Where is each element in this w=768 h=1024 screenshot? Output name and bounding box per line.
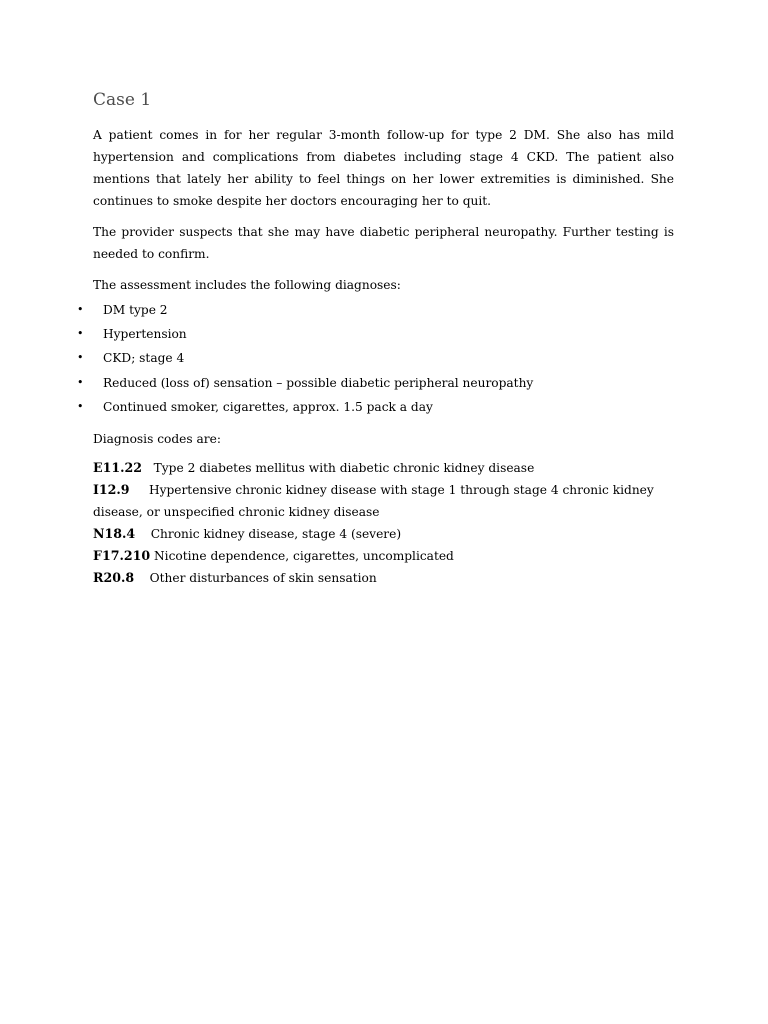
list-item (77, 298, 674, 322)
diagnosis-text: Hypertension (103, 327, 187, 342)
list-item (77, 322, 674, 346)
diagnosis-text: DM type 2 (103, 303, 168, 317)
code-row (93, 523, 674, 545)
bullet-icon: • (77, 399, 84, 413)
code-row (93, 479, 674, 523)
diagnosis-text: CKD; stage 4 (103, 351, 185, 366)
diagnoses-list (77, 298, 674, 419)
diagnosis-text: Reduced (loss of) sensation – possible diabetic peripheral neuropathy (103, 375, 534, 390)
code-row (93, 545, 674, 567)
code-row (93, 457, 674, 479)
diagnosis-text: Continued smoker, cigarettes, approx. 1.5 pack a day (103, 399, 433, 414)
case-description: A patient comes in for her regular 3-month follow-up for type 2 DM. She also has mild hypertension and complications from diabetes including stage 4 CKD. The patient also mentions that lately her ability to feel things on her lower extremities is diminished. She continues to smoke despite her doctors encouraging her to quit. (93, 128, 674, 208)
bullet-icon: • (77, 303, 84, 316)
code-description: Hypertensive chronic kidney disease with stage 1 through stage 4 chronic kidney disease, or unspecified chronic kidney disease (93, 483, 654, 520)
code-id: I12.9 (93, 482, 130, 498)
list-item (77, 395, 674, 419)
code-description: Other disturbances of skin sensation (149, 571, 377, 586)
case-title: Case 1 (93, 90, 152, 110)
document-page (77, 88, 674, 589)
provider-suspicion: The provider suspects that she may have diabetic peripheral neuropathy. Further testing is needed to confirm. (93, 225, 674, 261)
list-item (77, 371, 674, 395)
code-id: F17.210 (93, 548, 151, 564)
bullet-icon: • (77, 327, 84, 341)
code-row (93, 567, 674, 589)
bullet-icon: • (77, 375, 84, 389)
code-description: Chronic kidney disease, stage 4 (severe) (150, 527, 402, 542)
assessment-intro: The assessment includes the following diagnoses: (93, 278, 401, 292)
code-description: Type 2 diabetes mellitus with diabetic chronic kidney disease (153, 461, 535, 476)
bullet-icon: • (77, 351, 84, 365)
code-id: N18.4 (93, 526, 136, 542)
codes-intro: Diagnosis codes are: (93, 432, 221, 447)
code-description: Nicotine dependence, cigarettes, uncomplicated (154, 549, 454, 564)
list-item (77, 346, 674, 370)
code-id: E11.22 (93, 460, 143, 476)
code-id: R20.8 (93, 570, 135, 586)
